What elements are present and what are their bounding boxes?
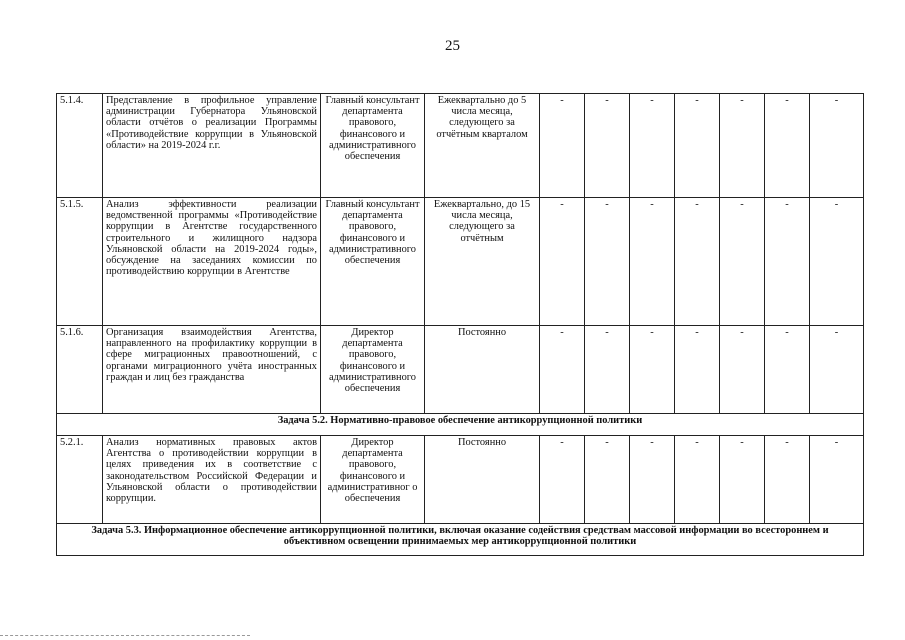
task-heading: Задача 5.2. Нормативно-правовое обеспечение антикоррупционной политики bbox=[57, 414, 864, 436]
funding-cell: - bbox=[720, 326, 765, 414]
funding-cell: - bbox=[765, 326, 810, 414]
funding-cell: - bbox=[765, 198, 810, 326]
item-term: Постоянно bbox=[425, 326, 540, 414]
funding-cell: - bbox=[675, 436, 720, 524]
funding-cell: - bbox=[630, 326, 675, 414]
item-responsible: Главный консультант департамента правового, финансового и административного обеспечения bbox=[321, 94, 425, 198]
funding-cell: - bbox=[810, 198, 864, 326]
funding-cell: - bbox=[540, 198, 585, 326]
item-number: 5.1.6. bbox=[57, 326, 103, 414]
funding-cell: - bbox=[675, 198, 720, 326]
funding-cell: - bbox=[720, 198, 765, 326]
funding-cell: - bbox=[765, 436, 810, 524]
funding-cell: - bbox=[810, 436, 864, 524]
item-description: Организация взаимодействия Агентства, направленного на профилактику коррупции в сфере миграционных правоотношений, с органами миграционного учёта иностранных граждан и лиц без гражданства bbox=[103, 326, 321, 414]
item-description: Анализ нормативных правовых актов Агентства о противодействии коррупции в целях приведения их в соответствие с законодательством Российской Федерации и Ульяновской области о противодействии коррупции. bbox=[103, 436, 321, 524]
funding-cell: - bbox=[585, 94, 630, 198]
item-responsible: Главный консультант департамента правового, финансового и административного обеспечения bbox=[321, 198, 425, 326]
item-term: Постоянно bbox=[425, 436, 540, 524]
page-number: 25 bbox=[445, 38, 460, 54]
task-heading: Задача 5.3. Информационное обеспечение антикоррупционной политики, включая оказание содействия средствам массовой информации во всестороннем и объективном освещении принимаемых мер антикоррупционной политики bbox=[57, 524, 864, 556]
table-body bbox=[57, 94, 864, 556]
task-row bbox=[57, 414, 864, 436]
funding-cell: - bbox=[675, 94, 720, 198]
funding-cell: - bbox=[585, 436, 630, 524]
item-term: Ежеквартально до 5 числа месяца, следующего за отчётным кварталом bbox=[425, 94, 540, 198]
item-number: 5.1.5. bbox=[57, 198, 103, 326]
item-description: Анализ эффективности реализации ведомственной программы «Противодействие коррупции в Агентстве государственного строительного и жилищного надзора Ульяновской области на 2019-2024 годы», обсуждение на заседаниях комиссии по противодействию коррупции в Агентстве bbox=[103, 198, 321, 326]
item-responsible: Директор департамента правового, финансового и административного обеспечения bbox=[321, 326, 425, 414]
funding-cell: - bbox=[585, 326, 630, 414]
task-row bbox=[57, 524, 864, 556]
funding-cell: - bbox=[630, 198, 675, 326]
funding-cell: - bbox=[630, 94, 675, 198]
footer-divider bbox=[0, 635, 250, 636]
funding-cell: - bbox=[540, 436, 585, 524]
funding-cell: - bbox=[630, 436, 675, 524]
funding-cell: - bbox=[765, 94, 810, 198]
funding-cell: - bbox=[720, 436, 765, 524]
item-number: 5.1.4. bbox=[57, 94, 103, 198]
table-row bbox=[57, 326, 864, 414]
funding-cell: - bbox=[810, 94, 864, 198]
funding-cell: - bbox=[810, 326, 864, 414]
table-row bbox=[57, 198, 864, 326]
funding-cell: - bbox=[540, 326, 585, 414]
item-responsible: Директор департамента правового, финансового и административног о обеспечения bbox=[321, 436, 425, 524]
item-number: 5.2.1. bbox=[57, 436, 103, 524]
program-measures-table bbox=[56, 93, 864, 556]
funding-cell: - bbox=[675, 326, 720, 414]
item-term: Ежеквартально, до 15 числа месяца, следующего за отчётным bbox=[425, 198, 540, 326]
funding-cell: - bbox=[540, 94, 585, 198]
item-description: Представление в профильное управление администрации Губернатора Ульяновской области отчётов о реализации Программы «Противодействие коррупции в Ульяновской области» на 2019-2024 г.г. bbox=[103, 94, 321, 198]
funding-cell: - bbox=[585, 198, 630, 326]
funding-cell: - bbox=[720, 94, 765, 198]
table-row bbox=[57, 94, 864, 198]
table-row bbox=[57, 436, 864, 524]
